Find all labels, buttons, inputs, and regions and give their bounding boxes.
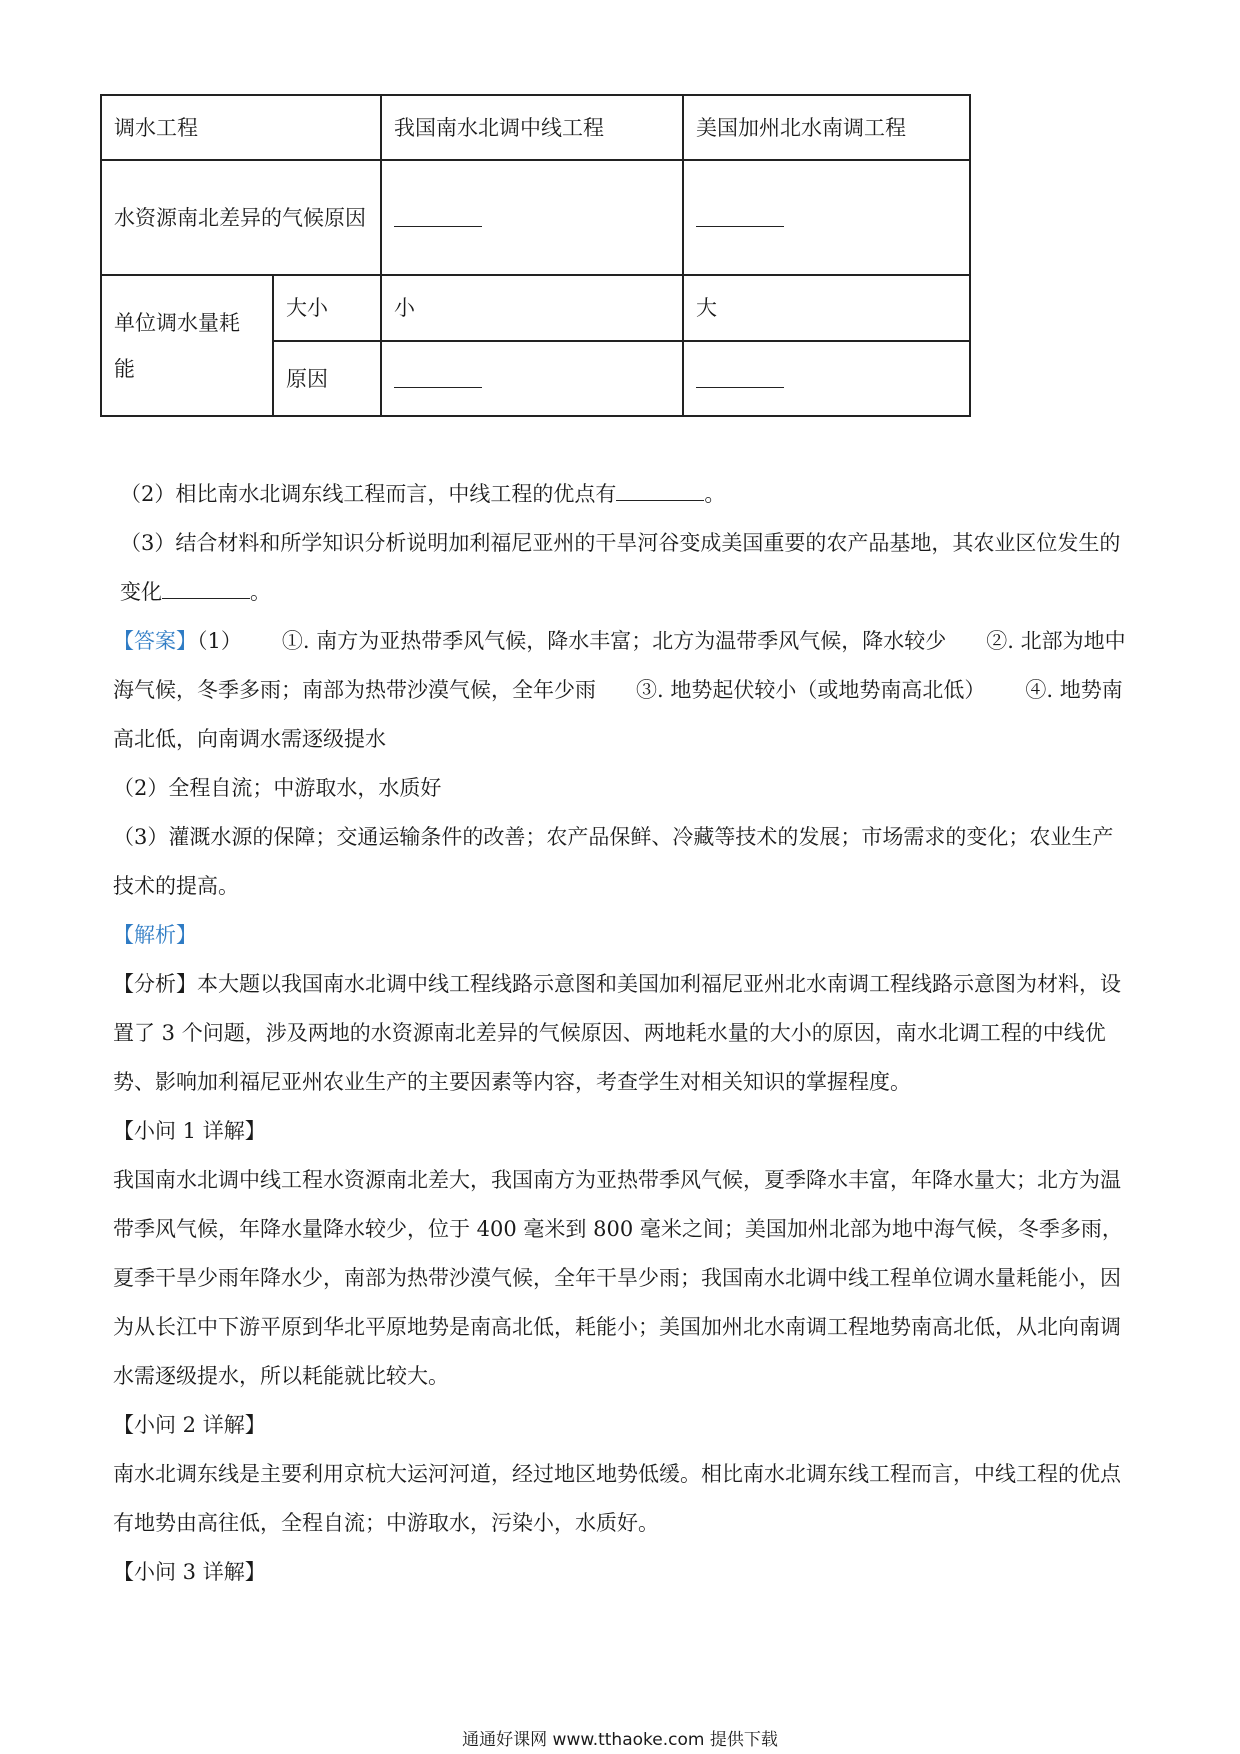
answer-part-2: （2）全程自流；中游取水，水质好 [113, 776, 442, 800]
question-2: （2）相比南水北调东线工程而言，中线工程的优点有 。 [120, 482, 726, 506]
answer-part-1: 【答案】（1） ①. 南方为亚热带季风气候，降水丰富；北方为温带季风气候，降水较少 ②. 北部为地中海气候，冬季多雨；南部为热带沙漠气候，全年少雨 ③. 地势起伏较小（或地势南高北低） ④. 地势南高北低，向南调水需逐级提水 [113, 629, 1126, 751]
sub3-title: 【小问 3 详解】 [113, 1560, 266, 1584]
page-footer: 通通好课网 www.tthaoke.com 提供下载 [462, 1730, 778, 1750]
sub1-title: 【小问 1 详解】 [113, 1119, 266, 1143]
answer-part-3: （3）灌溉水源的保障；交通运输条件的改善；农产品保鲜、冷藏等技术的发展；市场需求的变化；农业生产技术的提高。 [113, 825, 1114, 898]
table-size-china: 小 [381, 275, 683, 341]
answer-blank [162, 580, 250, 599]
question-3: （3）结合材料和所学知识分析说明加利福尼亚州的干旱河谷变成美国重要的农产品基地，其农业区位发生的变化 。 [120, 531, 1121, 604]
answer-blank [696, 373, 784, 388]
table-sub-size-label: 大小 [273, 275, 381, 341]
answer-blank [394, 373, 482, 388]
analysis-summary: 【分析】本大题以我国南水北调中线工程线路示意图和美国加利福尼亚州北水南调工程线路示意图为材料，设置了 3 个问题，涉及两地的水资源南北差异的气候原因、两地耗水量的大小的原因，南水北调工程的中线优势、影响加利福尼亚州农业生产的主要因素等内容，考查学生对相关知识的掌握程度。 [113, 972, 1121, 1094]
table-header-project: 调水工程 [101, 95, 381, 160]
table-header-us: 美国加州北水南调工程 [683, 95, 970, 160]
table-blank-climate-us [683, 160, 970, 275]
table-row-energy-label: 单位调水量耗能 [101, 275, 273, 416]
table-sub-reason-label: 原因 [273, 341, 381, 416]
table-blank-climate-china [381, 160, 683, 275]
comparison-table [100, 94, 971, 417]
sub2-title: 【小问 2 详解】 [113, 1413, 266, 1437]
answer-blank [394, 212, 482, 227]
analysis-label: 【解析】 [113, 923, 197, 947]
table-size-us: 大 [683, 275, 970, 341]
answer-label: 【答案】 [113, 629, 197, 653]
table-blank-reason-china [381, 341, 683, 416]
sub2-body: 南水北调东线是主要利用京杭大运河河道，经过地区地势低缓。相比南水北调东线工程而言，中线工程的优点有地势由高往低，全程自流；中游取水，污染小，水质好。 [113, 1462, 1121, 1535]
table-header-china: 我国南水北调中线工程 [381, 95, 683, 160]
sub1-body: 我国南水北调中线工程水资源南北差大，我国南方为亚热带季风气候，夏季降水丰富，年降水量大；北方为温带季风气候，年降水量降水较少，位于 400 毫米到 800 毫米之间；美国加州北部为地中海气候，冬季多雨，夏季干旱少雨年降水少，南部为热带沙漠气候，全年干旱少雨；我国南水北调中线工程单位调水量耗能小，因为从长江中下游平原到华北平原地势是南高北低，耗能小；美国加州北水南调工程地势南高北低，从北向南调水需逐级提水，所以耗能就比较大。 [113, 1168, 1123, 1388]
answer-blank [696, 212, 784, 227]
table-row-climate-label: 水资源南北差异的气候原因 [101, 160, 381, 275]
answer-blank [616, 482, 704, 501]
table-blank-reason-us [683, 341, 970, 416]
